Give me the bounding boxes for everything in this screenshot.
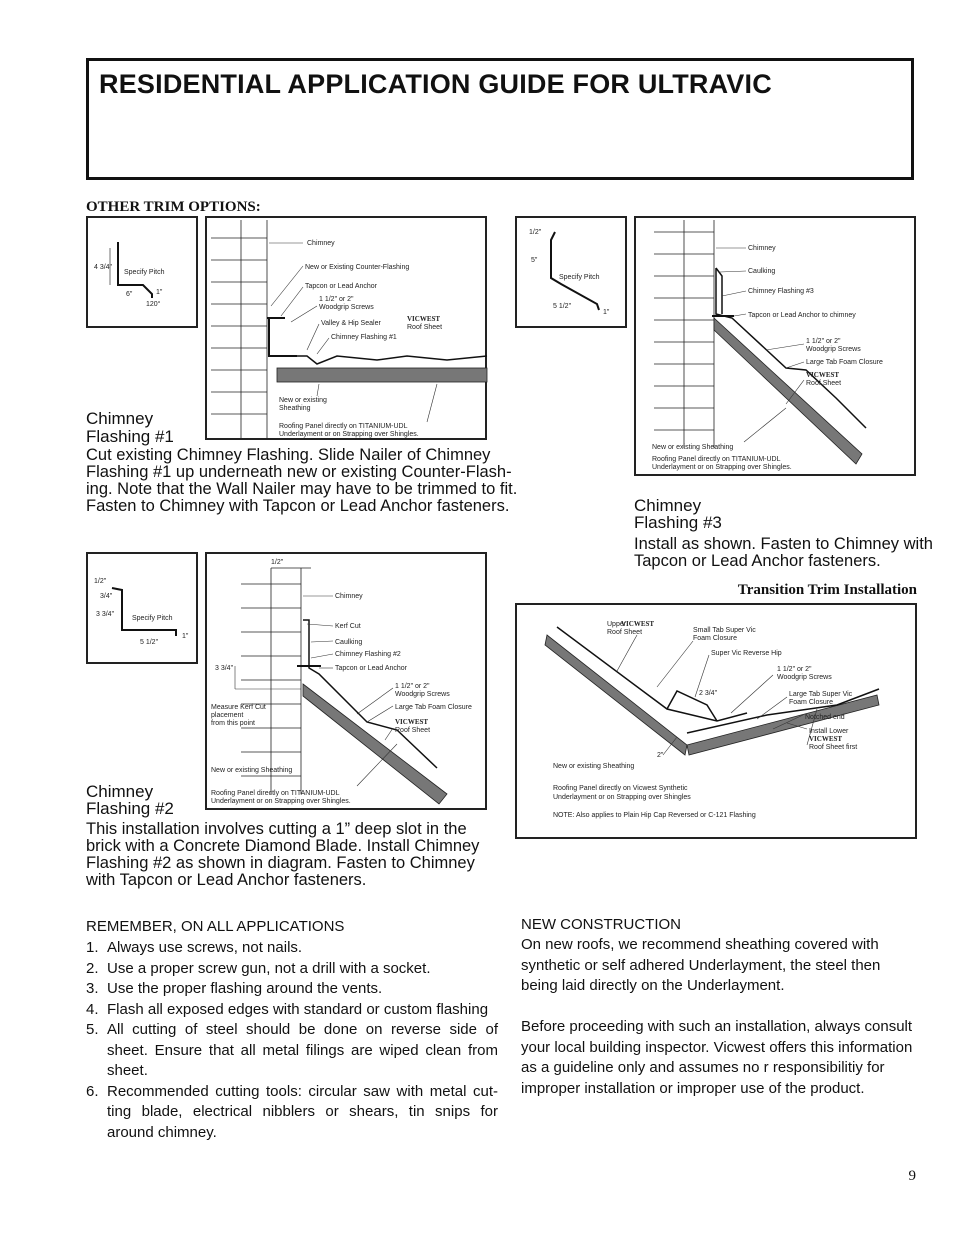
cf1-lbl-brand: VICWEST <box>407 315 441 323</box>
transition-title: Transition Trim Installation <box>737 582 917 598</box>
list-item: 2. Use a proper screw gun, not a drill with a socket. <box>86 959 431 977</box>
cf2-detail-drawing <box>207 554 489 812</box>
transition-drawing <box>517 605 919 841</box>
cf3-caption-1: Chimney <box>634 496 702 515</box>
cf2-caption-2: Flashing #2 <box>86 799 174 818</box>
cf2-lbl-screws1: 1 1/2" or 2" <box>395 683 430 690</box>
cf1-lbl-sheath1: New or existing <box>279 397 327 404</box>
cf2-profile-d4: 5 1/2" <box>140 639 159 646</box>
cf1-profile-d1: 4 3/4" <box>94 264 113 271</box>
cf3-detail-figure <box>634 216 916 476</box>
cf2-lbl-roof: Roof Sheet <box>395 727 431 734</box>
cf2-lbl-sheath: New or existing Sheathing <box>211 767 293 774</box>
cf2-lbl-brand: VICWEST <box>395 718 429 726</box>
cf2-lbl-top: 1/2" <box>271 559 284 566</box>
remember-heading: REMEMBER, ON ALL APPLICATIONS <box>86 918 345 935</box>
cf1-profile-pitch: Specify Pitch <box>124 269 165 276</box>
remember-item-1: Always use screws, not nails. <box>107 939 303 956</box>
cf2-lbl-tapcon: Tapcon or Lead Anchor <box>335 665 407 672</box>
cf2-detail-figure <box>205 552 487 810</box>
transition-lbl-upper2: Roof Sheet <box>607 629 643 636</box>
cf2-profile-pitch: Specify Pitch <box>132 615 173 622</box>
transition-lbl-panel2: Underlayment or on Strapping over Shingles <box>553 794 691 801</box>
section-heading: OTHER TRIM OPTIONS: <box>86 199 261 215</box>
cf2-lbl-panel1: Roofing Panel directly on TITANIUM-UDL <box>211 790 340 797</box>
remember-item-2: Use a proper screw gun, not a drill with a socket. <box>107 959 431 977</box>
remember-list <box>86 938 498 1143</box>
cf3-lbl-panel1: Roofing Panel directly on TITANIUM-UDL <box>652 456 781 463</box>
transition-lbl-sheath: New or existing Sheathing <box>553 763 635 770</box>
transition-lbl-large1: Large Tab Super Vic <box>789 691 853 698</box>
cf3-profile-d3: 5 1/2" <box>553 303 572 310</box>
cf3-lbl-closure: Large Tab Foam Closure <box>806 359 883 366</box>
cf3-lbl-roof: Roof Sheet <box>806 380 842 387</box>
transition-lbl-large2: Foam Closure <box>789 699 833 706</box>
cf3-profile-d2: 5" <box>531 257 538 264</box>
transition-lbl-lower1: Install Lower <box>809 728 849 735</box>
remember-item-6: Recommended cutting tools: circular saw with metal cut-ting blade, electrical nibblers or shears, tin snips for around chimney. <box>107 1082 498 1141</box>
newconstruction-heading: NEW CONSTRUCTION <box>521 916 681 933</box>
cf2-lbl-kerf: Kerf Cut <box>335 623 361 630</box>
cf2-lbl-measure2: placement <box>211 712 244 719</box>
cf3-caption-2: Flashing #3 <box>634 513 722 532</box>
remember-item-3: Use the proper flashing around the vents. <box>107 980 383 997</box>
cf3-profile-figure <box>515 216 627 328</box>
cf1-profile-angle: 120° <box>146 301 161 308</box>
cf2-lbl-panel2: Underlayment or on Strapping over Shingles. <box>211 798 351 805</box>
cf1-lbl-tapcon: Tapcon or Lead Anchor <box>305 283 377 290</box>
cf1-caption-1: Chimney <box>86 409 154 428</box>
list-item: 3. Use the proper flashing around the vents. <box>86 980 383 997</box>
transition-lbl-notched: Notched end <box>805 714 845 721</box>
cf2-lbl-screws2: Woodgrip Screws <box>395 691 450 698</box>
transition-lbl-small2: Foam Closure <box>693 635 737 642</box>
cf1-detail-drawing <box>207 218 489 442</box>
cf1-profile-d2: 6" <box>126 291 133 298</box>
cf1-lbl-roof: Roof Sheet <box>407 324 443 331</box>
cf1-lbl-panel1: Roofing Panel directly on TITANIUM-UDL <box>279 423 408 430</box>
cf2-profile-d1: 1/2" <box>94 578 107 585</box>
list-item: 6. Recommended cutting tools: circular saw with metal cut-ting blade, electrical nibblers or shears, tin snips for around chimney. <box>86 1082 498 1141</box>
cf3-profile-pitch: Specify Pitch <box>559 274 600 281</box>
newconstruction-p2: Before proceeding with such an installation, always consult your local building inspector. Vicwest offers this information as a guideline only and assumes no r responsibilitiy for improper installation or improper use of the product. <box>521 1018 913 1097</box>
newconstruction-p1: On new roofs, we recommend sheathing covered with synthetic or self adhered Underlayment, the steel then being laid directly on the Underlayment. <box>521 936 881 994</box>
page-number: 9 <box>908 1168 916 1184</box>
cf1-lbl-sheath2: Sheathing <box>279 405 311 412</box>
cf3-lbl-chimney: Chimney <box>748 245 776 252</box>
cf1-lbl-chimney: Chimney <box>307 240 335 247</box>
cf1-lbl-counter: New or Existing Counter-Flashing <box>305 264 410 271</box>
cf3-lbl-caulking: Caulking <box>748 268 776 275</box>
cf1-caption-2: Flashing #1 <box>86 427 174 446</box>
cf3-lbl-tapcon: Tapcon or Lead Anchor to chimney <box>748 312 856 319</box>
cf1-profile-drawing <box>88 218 200 330</box>
cf2-lbl-caulking: Caulking <box>335 639 363 646</box>
cf3-profile-d4: 1" <box>603 309 610 316</box>
transition-lbl-small1: Small Tab Super Vic <box>693 627 756 634</box>
transition-lbl-screws1: 1 1/2" or 2" <box>777 666 812 673</box>
transition-lbl-lower-brand: VICWEST <box>809 735 843 743</box>
transition-lbl-screws2: Woodgrip Screws <box>777 674 832 681</box>
cf1-profile-figure <box>86 216 198 328</box>
transition-lbl-dim1: 2 3/4" <box>699 690 718 697</box>
cf1-lbl-cflash: Chimney Flashing #1 <box>331 334 397 341</box>
cf2-lbl-closure: Large Tab Foam Closure <box>395 704 472 711</box>
list-item: 1. Always use screws, not nails. <box>86 939 303 956</box>
cf1-lbl-panel2: Underlayment or on Strapping over Shingles. <box>279 431 419 438</box>
cf3-detail-drawing <box>636 218 918 478</box>
list-item: 4. Flash all exposed edges with standard or custom flashing <box>86 1000 489 1018</box>
cf2-description: This installation involves cutting a 1” deep slot in the brick with a Concrete Diamond Blade. Install Chimney Flashing #2 as shown in diagram. Fasten to Chimney with Tapcon or Lead Anchor fasteners. <box>86 820 480 889</box>
cf3-lbl-panel2: Underlayment or on Strapping over Shingles. <box>652 464 792 471</box>
transition-lbl-lower2: Roof Sheet first <box>809 744 858 751</box>
cf3-profile-d1: 1/2" <box>529 229 542 236</box>
transition-lbl-panel1: Roofing Panel directly on Vicwest Synthetic <box>553 785 688 792</box>
transition-figure <box>515 603 917 839</box>
transition-lbl-dim2: 2" <box>657 752 664 759</box>
cf3-profile-drawing <box>517 218 629 330</box>
cf2-caption-1: Chimney <box>86 782 154 801</box>
page-title: RESIDENTIAL APPLICATION GUIDE FOR ULTRAVIC <box>99 69 772 99</box>
cf3-lbl-screws2: Woodgrip Screws <box>806 346 861 353</box>
transition-lbl-upper1: Upper <box>607 621 627 628</box>
transition-lbl-brand: VICWEST <box>621 620 655 628</box>
cf2-profile-d2: 3/4" <box>100 593 113 600</box>
cf2-profile-d5: 1" <box>182 633 189 640</box>
cf2-profile-figure <box>86 552 198 664</box>
cf1-description: Cut existing Chimney Flashing. Slide Nailer of Chimney Flashing #1 up underneath new or existing Counter-Flash-ing. Note that the Wall Nailer may have to be trimmed to fit. Fasten to Chimney with Tapcon or Lead Anchor fasteners. <box>86 446 518 515</box>
cf3-lbl-sheath: New or existing Sheathing <box>652 444 734 451</box>
cf3-lbl-screws1: 1 1/2" or 2" <box>806 338 841 345</box>
cf2-lbl-chimney: Chimney <box>335 593 363 600</box>
title-box <box>86 58 914 180</box>
transition-lbl-hip: Super Vic Reverse Hip <box>711 650 782 657</box>
cf2-lbl-dim: 3 3/4" <box>215 665 234 672</box>
cf3-lbl-brand: VICWEST <box>806 371 840 379</box>
cf2-profile-drawing <box>88 554 200 666</box>
cf1-profile-d3: 1" <box>156 289 163 296</box>
cf1-lbl-valley: Valley & Hip Sealer <box>321 320 381 327</box>
cf2-lbl-measure3: from this point <box>211 720 255 727</box>
cf2-lbl-measure1: Measure Kerf Cut <box>211 704 266 711</box>
remember-item-4: Flash all exposed edges with standard or custom flashing <box>107 1000 489 1018</box>
cf2-profile-d3: 3 3/4" <box>96 611 115 618</box>
cf1-detail-figure <box>205 216 487 440</box>
transition-lbl-note: NOTE: Also applies to Plain Hip Cap Reversed or C-121 Flashing <box>553 812 756 819</box>
cf1-lbl-screws2: Woodgrip Screws <box>319 304 374 311</box>
cf3-lbl-cflash: Chimney Flashing #3 <box>748 288 814 295</box>
remember-item-5: All cutting of steel should be done on reverse side of sheet. Ensure that all metal filings are wiped clean from sheet. <box>107 1021 498 1079</box>
cf1-lbl-screws1: 1 1/2" or 2" <box>319 296 354 303</box>
list-item: 5. All cutting of steel should be done on reverse side of sheet. Ensure that all metal filings are wiped clean from sheet. <box>86 1021 498 1079</box>
cf3-description: Install as shown. Fasten to Chimney with Tapcon or Lead Anchor fasteners. <box>634 535 933 570</box>
cf2-lbl-cflash: Chimney Flashing #2 <box>335 651 401 658</box>
